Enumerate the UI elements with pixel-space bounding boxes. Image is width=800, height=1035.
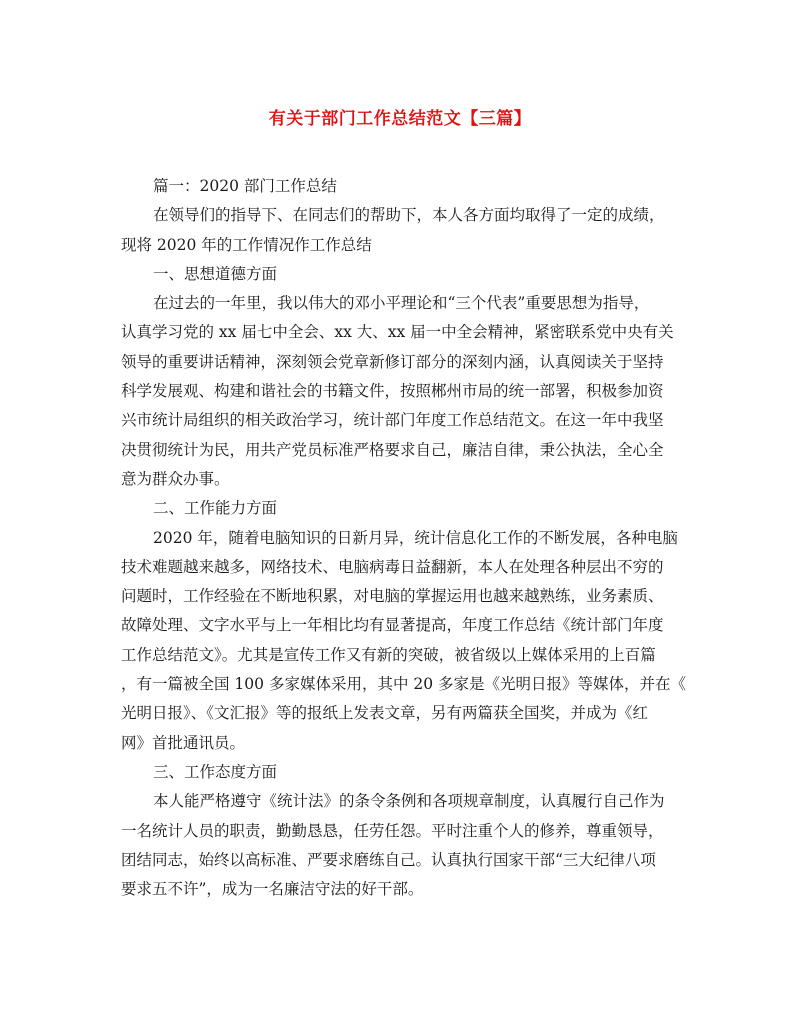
paragraph-line: 认真学习党的 xx 届七中全会、xx 大、xx 届一中全会精神，紧密联系党中央有关 [121, 323, 674, 342]
section-heading: 三、工作态度方面 [153, 762, 278, 781]
paragraph-line: 科学发展观、构建和谐社会的书籍文件，按照郴州市局的统一部署，积极参加资 [121, 382, 664, 401]
paragraph-line: 现将 2020 年的工作情况作工作总结 [121, 235, 372, 254]
paragraph-line: 兴市统计局组织的相关政治学习，统计部门年度工作总结范文。在这一年中我坚 [121, 411, 664, 430]
document-body [121, 172, 687, 904]
paragraph-line: 决贯彻统计为民，用共产党员标准严格要求自己，廉洁自律，秉公执法，全心全 [121, 440, 664, 459]
paragraph-line: 领导的重要讲话精神，深刻领会党章新修订部分的深刻内涵，认真阅读关于坚持 [121, 352, 664, 371]
paragraph-line: 网》首批通讯员。 [121, 733, 246, 752]
paragraph-line: 故障处理、文字水平与上一年相比均有显著提高，年度工作总结《统计部门年度 [121, 616, 664, 635]
document-title: 有关于部门工作总结范文【三篇】 [268, 109, 532, 129]
paragraph-line: 意为群众办事。 [121, 469, 230, 488]
paragraph-line: 问题时，工作经验在不断地积累，对电脑的掌握运用也越来越熟练，业务素质、 [121, 587, 664, 606]
section-heading: 篇一：2020 部门工作总结 [153, 177, 337, 195]
paragraph-line: 在过去的一年里，我以伟大的邓小平理论和“三个代表”重要思想为指导， [153, 294, 650, 313]
paragraph-line: 在领导们的指导下、在同志们的帮助下，本人各方面均取得了一定的成绩， [153, 206, 665, 225]
paragraph-line: 要求五不许”，成为一名廉洁守法的好干部。 [121, 880, 424, 899]
paragraph-line: 团结同志，始终以高标准、严要求磨练自己。认真执行国家干部“三大纪律八项 [121, 850, 656, 869]
paragraph-line: 2020 年，随着电脑知识的日新月异，统计信息化工作的不断发展，各种电脑 [153, 528, 678, 547]
section-heading: 二、工作能力方面 [153, 499, 278, 518]
paragraph-line: ，有一篇被全国 100 多家媒体采用，其中 20 多家是《光明日报》等媒体，并在《 [121, 675, 687, 694]
paragraph-line: 一名统计人员的职责，勤勤恳恳，任劳任怨。平时注重个人的修养，尊重领导， [121, 821, 664, 840]
paragraph-line: 光明日报》、《文汇报》等的报纸上发表文章，另有两篇获全国奖，并成为《红 [121, 704, 649, 723]
paragraph-line: 技术难题越来越多，网络技术、电脑病毒日益翻新，本人在处理各种层出不穷的 [121, 557, 664, 576]
paragraph-line: 工作总结范文》。尤其是宣传工作又有新的突破，被省级以上媒体采用的上百篇 [121, 645, 656, 664]
section-heading: 一、思想道德方面 [153, 264, 278, 283]
paragraph-line: 本人能严格遵守《统计法》的条令条例和各项规章制度，认真履行自己作为 [153, 792, 665, 811]
